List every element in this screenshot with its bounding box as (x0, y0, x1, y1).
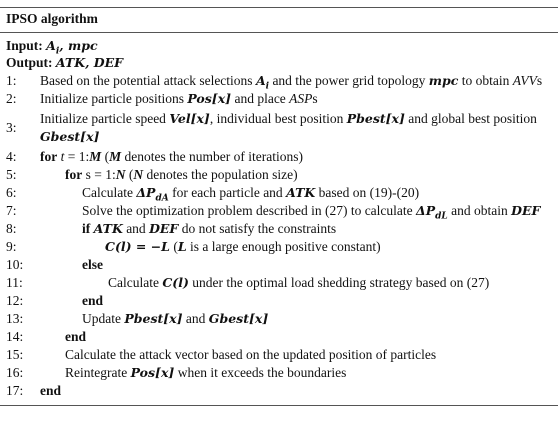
line-number: 11: (6, 275, 23, 290)
line-text-continued: Gbest[x] (40, 129, 100, 144)
line-number: 3: (6, 120, 17, 135)
header-rule (0, 32, 558, 33)
line-number: 1: (6, 73, 17, 88)
line-text: end (40, 383, 62, 398)
line-number: 8: (6, 221, 17, 236)
line-number: 6: (6, 185, 17, 200)
algorithm-input (6, 38, 98, 57)
line-text: Calculate the attack vector based on the updated position of particles (65, 347, 437, 362)
algorithm-output (6, 55, 123, 71)
line-number: 5: (6, 167, 17, 182)
line-text: C(l) = −L (L is a large enough positive constant) (105, 239, 381, 254)
line-text: end (82, 293, 104, 308)
line-text: for t = 1:M (M denotes the number of iterations) (40, 149, 303, 164)
line-text: else (82, 257, 103, 272)
output-vars: ATK, DEF (55, 55, 124, 70)
line-text: Initialize particle positions Pos[x] and place ASPs (40, 91, 318, 106)
bottom-rule (0, 405, 558, 406)
line-number: 7: (6, 203, 17, 218)
line-number: 10: (6, 257, 24, 272)
input-vars: $A_i$, mpc (46, 38, 98, 57)
output-label: Output: (6, 55, 53, 70)
line-number: 16: (6, 365, 24, 380)
line-number: 9: (6, 239, 17, 254)
input-label: Input: (6, 38, 43, 53)
line-text: Based on the potential attack selections $A_i$ and the power grid topology mpc to obtain AVVs (40, 73, 543, 92)
line-text: for s = 1:N (N denotes the population size) (65, 167, 298, 182)
line-number: 13: (6, 311, 24, 326)
line-text: Reintegrate Pos[x] when it exceeds the boundaries (65, 365, 347, 380)
line-text: Calculate $\Delta P_{dA}$ for each particle and ATK based on (19)-(20) (82, 185, 420, 204)
line-number: 12: (6, 293, 24, 308)
line-number: 17: (6, 383, 24, 398)
line-number: 14: (6, 329, 24, 344)
algorithm-title: IPSO algorithm (6, 11, 98, 26)
line-text: if ATK and DEF do not satisfy the constraints (82, 221, 337, 236)
line-text: Update Pbest[x] and Gbest[x] (82, 311, 269, 326)
line-number: 4: (6, 149, 17, 164)
line-text: Initialize particle speed Vel[x], individual best position Pbest[x] and global best position (40, 111, 537, 126)
algorithm-line-3 (0, 110, 558, 146)
top-rule (0, 7, 558, 8)
line-text: Solve the optimization problem described in (27) to calculate $\Delta P_{dL}$ and obtain DEF (82, 203, 541, 222)
line-number: 15: (6, 347, 24, 362)
line-text: Calculate C(l) under the optimal load shedding strategy based on (27) (108, 275, 490, 290)
line-text: end (65, 329, 87, 344)
line-number: 2: (6, 91, 17, 106)
